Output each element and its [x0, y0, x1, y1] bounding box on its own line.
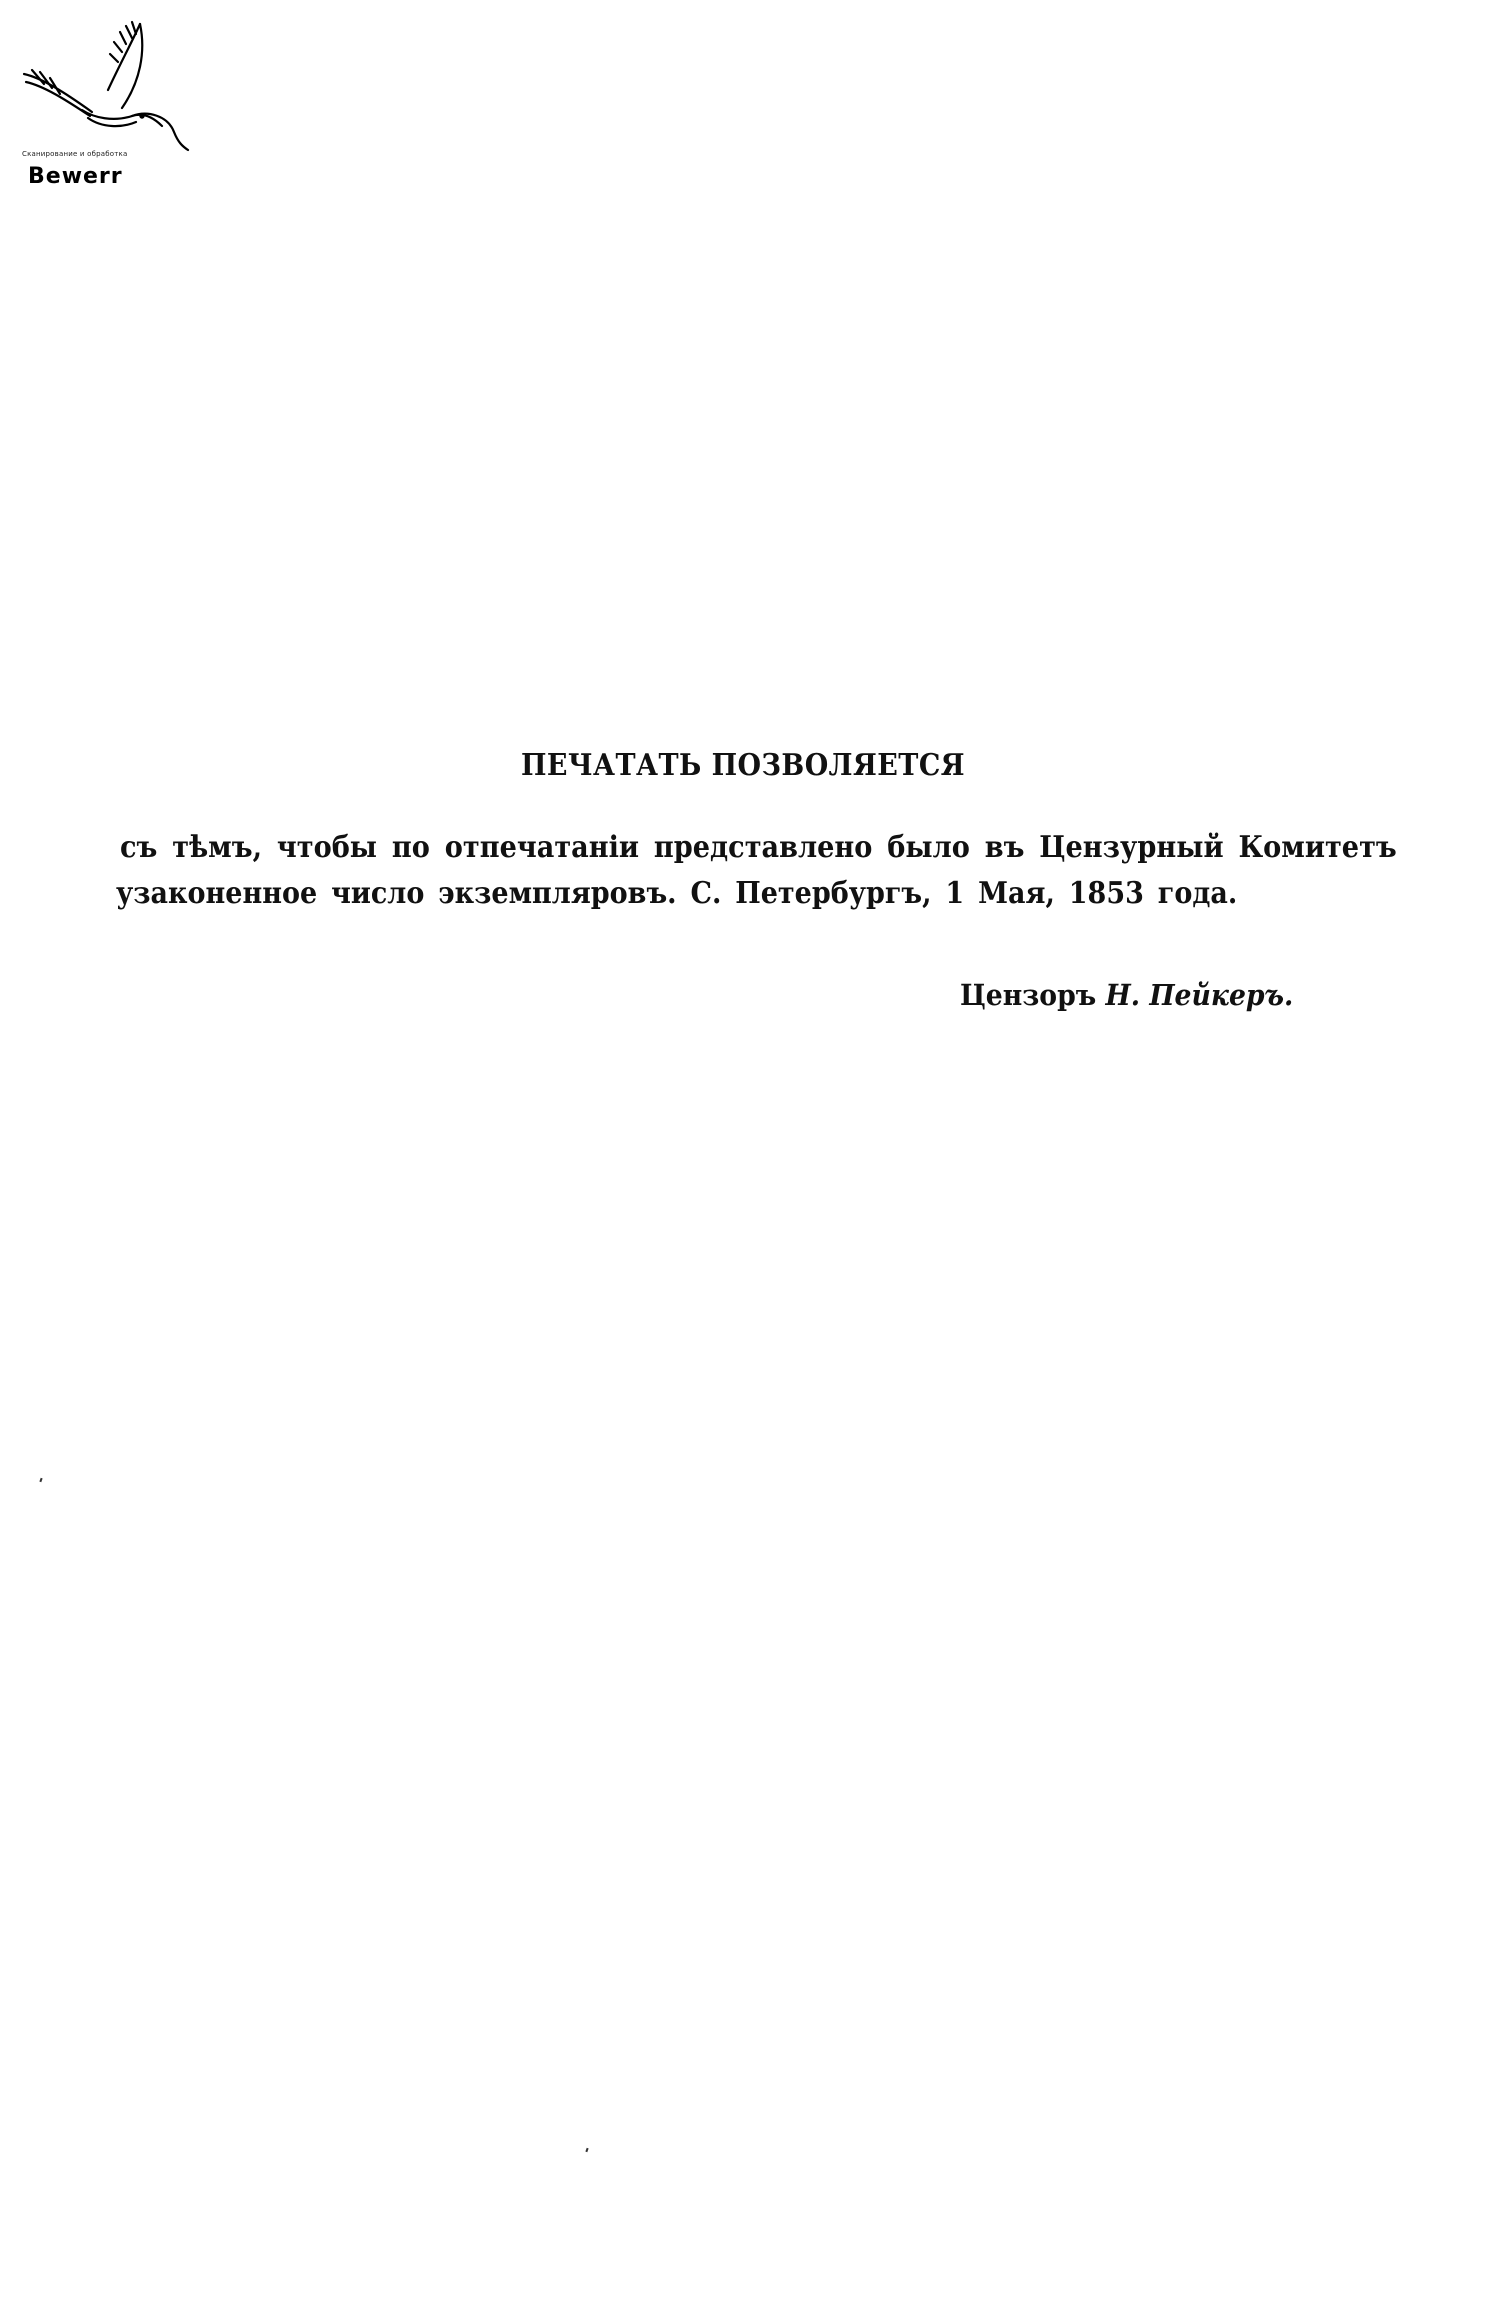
- signature-title: Цензоръ: [960, 978, 1097, 1012]
- scan-speck: [39, 1478, 42, 1482]
- paragraph-line-1: съ тѣмъ, чтобы по отпечатаніи представлено было въ Цензурный Комитетъ: [120, 830, 1397, 865]
- watermark-brand: Bewerr: [28, 164, 123, 189]
- paragraph-line-2: узаконенное число экземпляровъ. С. Петербургъ, 1 Мая, 1853 года.: [116, 876, 1238, 911]
- page-title: ПЕЧАТАТЬ ПОЗВОЛЯЕТСЯ: [520, 748, 966, 783]
- scan-speck: [585, 2148, 588, 2152]
- censor-signature: [960, 978, 1293, 1012]
- watermark-caption: Сканирование и обработка: [22, 150, 128, 158]
- signature-name: Н. Пейкеръ.: [1105, 978, 1294, 1012]
- watermark-logo: [22, 12, 192, 187]
- ibis-bird-icon: [22, 12, 192, 152]
